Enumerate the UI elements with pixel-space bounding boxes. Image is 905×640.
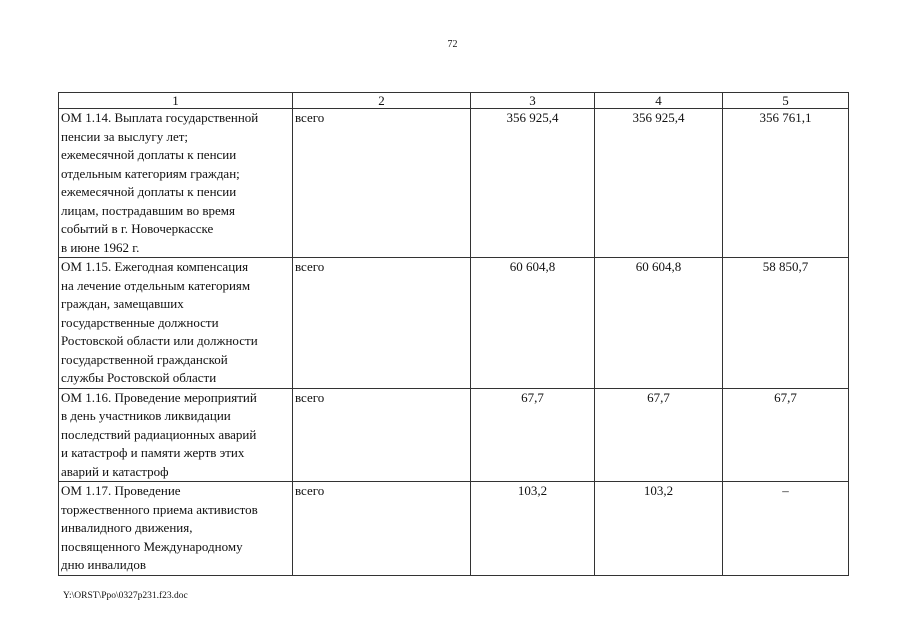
measure-name-line: в день участников ликвидации [61,408,231,423]
value-cell-col5: 58 850,7 [723,258,849,389]
measure-name-line: государственной гражданской [61,351,228,367]
value-cell-col3: 356 925,4 [471,109,595,258]
column-number-4: 4 [595,93,723,109]
measure-name-line: государственные должности [61,314,219,330]
measure-name-line: событий в г. Новочеркасске [61,221,214,236]
funding-source-cell: всего [293,258,471,389]
measure-name-line: ежемесячной доплаты к пенсии [61,147,237,162]
measure-name-line: на лечение отдельным категориям [61,277,251,293]
value-cell-col3: 67,7 [471,388,595,482]
measure-name-line: ОМ 1.16. Проведение мероприятий [61,389,257,405]
measure-name-line: ОМ 1.14. Выплата государственной [61,110,259,125]
table-header-row [59,93,849,109]
measure-name-line: аварий и катастроф [61,463,169,479]
value-cell-col4: 60 604,8 [595,258,723,389]
measure-name-line: Ростовской области или должности [61,333,258,348]
program-table [58,92,849,576]
measure-name-line: и катастроф и памяти жертв этих [61,445,245,460]
funding-source-cell: всего [293,388,471,482]
table-row [59,258,849,389]
measure-name-line: ежемесячной доплаты к пенсии [61,184,237,199]
value-cell-col4: 356 925,4 [595,109,723,258]
footer-file-path: Y:\ORST\Ppo\0327p231.f23.doc [63,591,188,601]
column-number-5: 5 [723,93,849,109]
measure-name-line: пенсии за выслугу лет; [61,128,189,144]
column-number-2: 2 [293,93,471,109]
measure-name-line: последствий радиационных аварий [61,426,257,442]
measure-name-line: службы Ростовской области [61,370,217,385]
value-cell-col5: 356 761,1 [723,109,849,258]
measure-name-cell [59,258,293,389]
table-row [59,109,849,258]
measure-name-line: ОМ 1.15. Ежегодная компенсация [61,259,249,274]
measure-name-line: ОМ 1.17. Проведение [61,483,181,498]
measure-name-line: дню инвалидов [61,557,146,572]
value-cell-col3: 60 604,8 [471,258,595,389]
funding-source-cell: всего [293,482,471,576]
measure-name-line: торжественного приема активистов [61,501,258,517]
table-row [59,388,849,482]
measure-name-line: инвалидного движения, [61,520,193,535]
measure-name-cell [59,109,293,258]
column-number-3: 3 [471,93,595,109]
measure-name-line: граждан, замещавших [61,296,184,311]
page-number: 72 [447,39,458,50]
value-cell-col5: 67,7 [723,388,849,482]
column-number-1: 1 [59,93,293,109]
table-row [59,482,849,576]
measure-name-line: в июне 1962 г. [61,239,140,255]
value-cell-col4: 67,7 [595,388,723,482]
measure-name-line: посвященного Международному [61,538,243,554]
measure-name-line: лицам, пострадавшим во время [61,202,235,218]
measure-name-cell [59,482,293,576]
value-cell-col4: 103,2 [595,482,723,576]
measure-name-line: отдельным категориям граждан; [61,165,240,181]
measure-name-cell [59,388,293,482]
value-cell-col3: 103,2 [471,482,595,576]
value-cell-col5: – [723,482,849,576]
funding-source-cell: всего [293,109,471,258]
